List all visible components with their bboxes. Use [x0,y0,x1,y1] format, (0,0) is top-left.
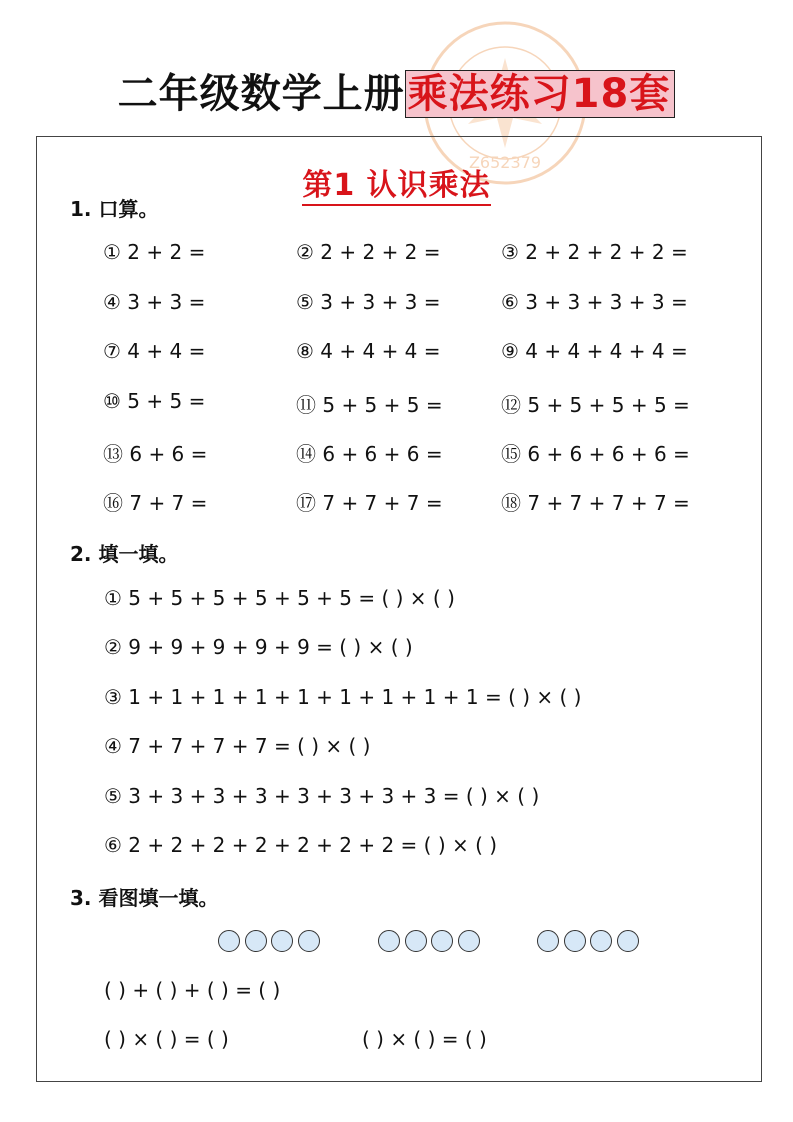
q1-problem: ⑭ 6 + 6 + 6 = [296,442,443,466]
q2-item: ④ 7 + 7 + 7 + 7 = ( ) × ( ) [104,734,371,758]
q1-problem: ① 2 + 2 = [103,240,206,264]
q2-item: ① 5 + 5 + 5 + 5 + 5 + 5 = ( ) × ( ) [104,586,455,610]
q3-circle [405,930,427,952]
q3-circle [245,930,267,952]
q1-row [0,487,793,517]
q2-heading: 2. 填一填。 [70,542,179,566]
q1-problem: ④ 3 + 3 = [103,290,206,314]
page-title [0,62,793,119]
q2-item: ② 9 + 9 + 9 + 9 + 9 = ( ) × ( ) [104,635,413,659]
q3-multiplication-line-1: ( ) × ( ) = ( ) [104,1027,229,1051]
q1-problem: ⑦ 4 + 4 = [103,339,206,363]
q1-problem: ⑮ 6 + 6 + 6 + 6 = [501,442,690,466]
q2-item: ⑥ 2 + 2 + 2 + 2 + 2 + 2 + 2 = ( ) × ( ) [104,833,498,857]
q1-problem: ⑨ 4 + 4 + 4 + 4 = [501,339,688,363]
q1-row [0,438,793,468]
q1-row [0,240,793,270]
q3-circle [537,930,559,952]
q3-circle [590,930,612,952]
q3-multiplication-line-2: ( ) × ( ) = ( ) [362,1027,487,1051]
q3-circle-groups [0,930,793,956]
q1-problem: ② 2 + 2 + 2 = [296,240,441,264]
page-title-main: 二年级数学上册 [117,71,405,117]
q3-circle [564,930,586,952]
q3-circle [431,930,453,952]
q3-circle [298,930,320,952]
q1-problem: ⑪ 5 + 5 + 5 = [296,393,443,417]
q1-problem: ⑱ 7 + 7 + 7 + 7 = [501,491,690,515]
q3-circle [271,930,293,952]
page-title-highlight: 乘法练习18套 [405,70,676,118]
q3-circle [617,930,639,952]
q3-circle [218,930,240,952]
q1-problem: ⑩ 5 + 5 = [103,389,206,413]
q1-problem: ⑫ 5 + 5 + 5 + 5 = [501,393,690,417]
q1-heading: 1. 口算。 [70,197,159,221]
q1-row [0,389,793,419]
q1-problem: ⑬ 6 + 6 = [103,442,208,466]
q1-problem: ⑥ 3 + 3 + 3 + 3 = [501,290,688,314]
q1-problem: ⑧ 4 + 4 + 4 = [296,339,441,363]
q3-circle [378,930,400,952]
q3-heading: 3. 看图填一填。 [70,886,219,910]
q2-item: ③ 1 + 1 + 1 + 1 + 1 + 1 + 1 + 1 + 1 = ( ) × ( ) [104,685,582,709]
q1-row [0,290,793,320]
q3-addition-line: ( ) + ( ) + ( ) = ( ) [104,978,281,1002]
lesson-title: 第1 认识乘法 [0,160,793,204]
q1-row [0,339,793,369]
q1-problem: ⑰ 7 + 7 + 7 = [296,491,443,515]
stamp-text: Z652379 [468,153,542,172]
q1-problem: ⑯ 7 + 7 = [103,491,208,515]
q1-problem: ⑤ 3 + 3 + 3 = [296,290,441,314]
q2-item: ⑤ 3 + 3 + 3 + 3 + 3 + 3 + 3 + 3 = ( ) × ( ) [104,784,540,808]
q3-circle [458,930,480,952]
q1-problem: ③ 2 + 2 + 2 + 2 = [501,240,688,264]
